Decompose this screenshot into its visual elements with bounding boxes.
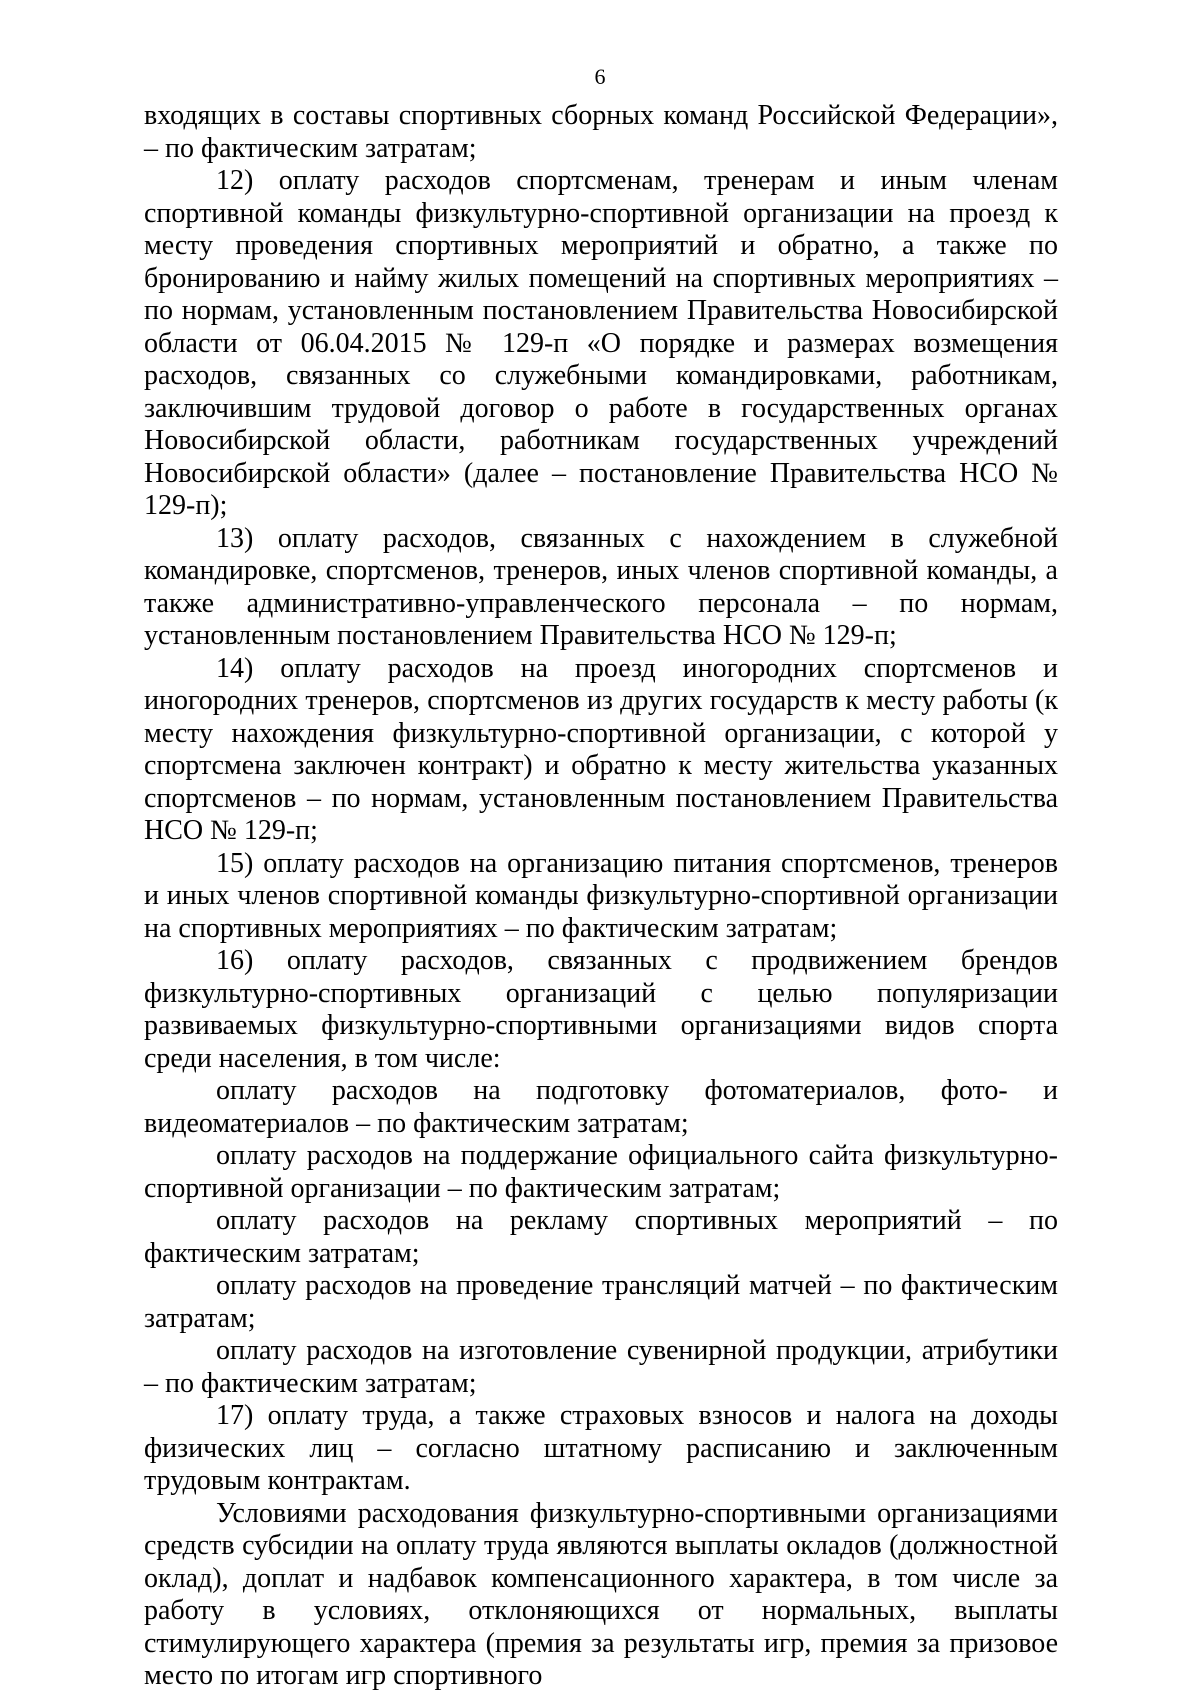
paragraph-subitem-advertising: оплату расходов на рекламу спортивных мероприятий – по фактическим затратам;	[144, 1205, 1058, 1269]
paragraph-item-17: 17) оплату труда, а также страховых взносов и налога на доходы физических лиц – согласно штатному расписанию и заключенным трудовым контрактам.	[144, 1400, 1058, 1496]
paragraph-item-15: 15) оплату расходов на организацию питания спортсменов, тренеров и иных членов спортивной команды физкультурно-спортивной организации на спортивных мероприятиях – по фактическим затратам;	[144, 847, 1058, 944]
paragraph-subitem-photo: оплату расходов на подготовку фотоматериалов, фото- и видеоматериалов – по фактическим затратам;	[144, 1075, 1058, 1139]
paragraph-item-16: 16) оплату расходов, связанных с продвижением брендов физкультурно-спортивных организаций с целью популяризации развиваемых физкультурно-спортивными организациями видов спорта среди населения, в том числе:	[144, 945, 1058, 1074]
paragraph-subitem-souvenirs: оплату расходов на изготовление сувенирной продукции, атрибутики – по фактическим затратам;	[144, 1335, 1058, 1399]
paragraph-subitem-broadcasts: оплату расходов на проведение трансляций матчей – по фактическим затратам;	[144, 1270, 1058, 1334]
paragraph-continuation: входящих в составы спортивных сборных команд Российской Федерации», – по фактическим затратам;	[144, 100, 1058, 164]
document-body	[144, 100, 1058, 1693]
paragraph-item-12: 12) оплату расходов спортсменам, тренерам и иным членам спортивной команды физкультурно-спортивной организации на проезд к месту проведения спортивных мероприятий и обратно, а также по бронированию и найму жилых помещений на спортивных мероприятиях – по нормам, установленным постановлением Правительства Новосибирской области от 06.04.2015 № 129-п «О порядке и размерах возмещения расходов, связанных со служебными командировками, работникам, заключившим трудовой договор о работе в государственных органах Новосибирской области, работникам государственных учреждений Новосибирской области» (далее – постановление Правительства НСО № 129-п);	[144, 165, 1058, 521]
paragraph-item-13: 13) оплату расходов, связанных с нахождением в служебной командировке, спортсменов, тренеров, иных членов спортивной команды, а также административно-управленческого персонала – по нормам, установленным постановлением Правительства НСО № 129-п;	[144, 522, 1058, 651]
paragraph-item-14: 14) оплату расходов на проезд иногородних спортсменов и иногородних тренеров, спортсменов из других государств к месту работы (к месту нахождения физкультурно-спортивной организации, с которой у спортсмена заключен контракт) и обратно к месту жительства указанных спортсменов – по нормам, установленным постановлением Правительства НСО № 129-п;	[144, 652, 1058, 846]
paragraph-subitem-website: оплату расходов на поддержание официального сайта физкультурно-спортивной организации – по фактическим затратам;	[144, 1140, 1058, 1204]
paragraph-conditions: Условиями расходования физкультурно-спортивными организациями средств субсидии на оплату труда являются выплаты окладов (должностной оклад), доплат и надбавок компенсационного характера, в том числе за работу в условиях, отклоняющихся от нормальных, выплаты стимулирующего характера (премия за результаты игр, премия за призовое место по итогам игр спортивного	[144, 1497, 1058, 1691]
page-number: 6	[594, 64, 606, 89]
